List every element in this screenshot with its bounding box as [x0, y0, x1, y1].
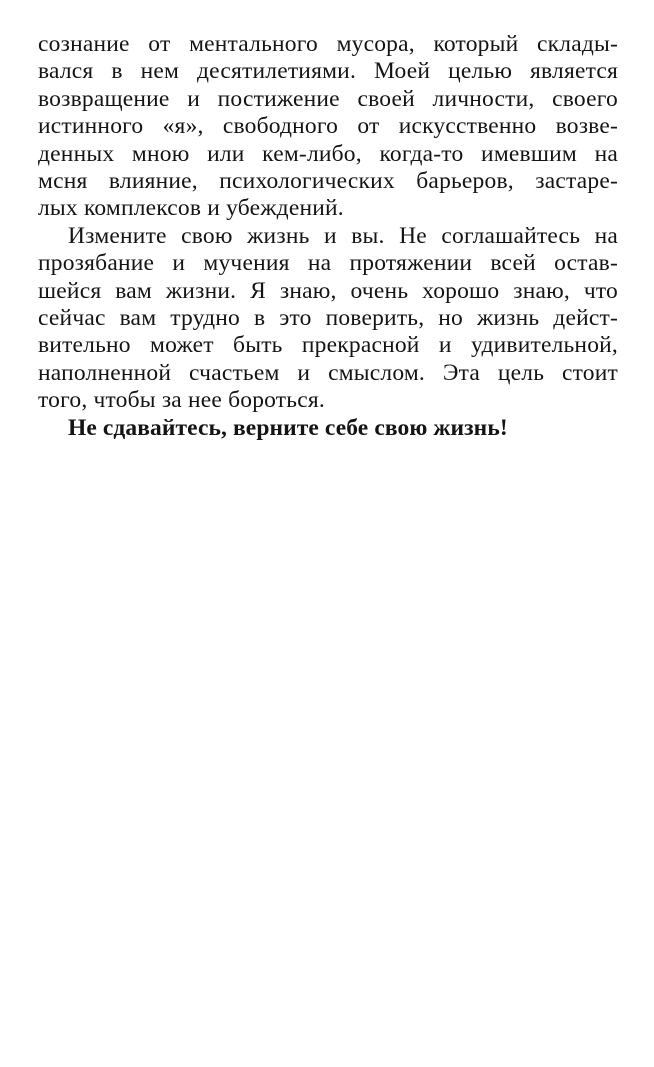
text-line: вался в нем десятилетиями. Моей целью является: [38, 58, 618, 85]
text-line: мсня влияние, психологических барьеров, застаре-: [38, 168, 618, 195]
text-line: сейчас вам трудно в это поверить, но жизнь дейст-: [38, 305, 618, 332]
text-block: [38, 31, 618, 442]
text-line: наполненной счастьем и смыслом. Эта цель стоит: [38, 359, 618, 386]
text-line: вительно может быть прекрасной и удивительной,: [38, 332, 618, 359]
text-line: денных мною или кем-либо, когда-то имевшим на: [38, 140, 618, 167]
closing-emphasis-line: Не сдавайтесь, верните себе свою жизнь!: [68, 414, 508, 441]
text-line: шейся вам жизни. Я знаю, очень хорошо знаю, что: [38, 277, 618, 304]
text-line: истинного «я», свободного от искусственно возве-: [38, 113, 618, 140]
paragraph-end-line: лых комплексов и убеждений.: [38, 195, 344, 222]
text-line: прозябание и мучения на протяжении всей остав-: [38, 250, 618, 277]
text-line: возвращение и постижение своей личности, своего: [38, 85, 618, 112]
paragraph-end-line: того, чтобы за нее бороться.: [38, 387, 325, 414]
text-line: сознание от ментального мусора, который склады-: [38, 31, 618, 57]
paragraph-start-line: Измените свою жизнь и вы. Не соглашайтесь на: [68, 222, 618, 249]
